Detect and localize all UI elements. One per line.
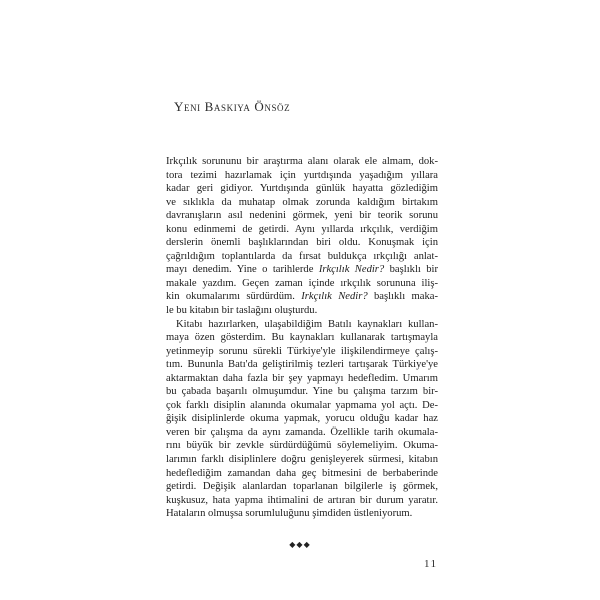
text-line: aktarmaktan daha fazla bir şey yapmayı hedefledim. Umarım: [166, 372, 438, 384]
text-line: le bu kitabın bir taslağını oluşturdu.: [166, 305, 318, 317]
text-line: getirdi. Değişik alanlardan toparlanan bilgilerle iş görmek,: [166, 481, 438, 493]
text-line: çok farklı disiplin alanında okumalar yapmama yol açtı. De-: [166, 399, 438, 411]
section-ornament: ◆◆◆: [289, 540, 311, 549]
text-line: çağrıldığım toplantılarda da fırsat buldukça ırkçılığı anlat-: [166, 250, 438, 262]
text-line: kadar geri gidiyor. Yurtdışında günlük hayatta gözlediğim: [166, 183, 438, 195]
text-line: mayı denedim. Yine o tarihlerde Irkçılık Nedir? başlıklı bir: [166, 264, 438, 276]
text-line: ve sıklıkla da muhatap olmak zorunda kaldığım birtakım: [166, 196, 438, 208]
text-line: maya özen gösterdim. Bu kaynakları kullanarak tartışmayla: [166, 332, 438, 344]
text-line: makale yazdım. Geçen zaman içinde ırkçılık sorununa iliş-: [166, 277, 438, 289]
text-line: bu çabada başarılı olmuşumdur. Yine bu çalışma tarzım bir-: [166, 386, 438, 398]
text-line: tora tezimi hazırlamak için yurtdışında yaşadığım yıllara: [166, 169, 438, 181]
text-line: Irkçılık sorununu bir araştırma alanı olarak ele almam, dok-: [166, 156, 438, 167]
text-line: davranışların asıl nedenini görmek, yeni bir teorik sorunu: [166, 210, 438, 222]
text-line: Kitabı hazırlarken, ulaşabildiğim Batılı kaynakları kullan-: [176, 318, 438, 330]
paragraph: [166, 155, 438, 318]
text-line: veren bir çalışma da aynı zamanda. Özellikle tarih okumala-: [166, 426, 438, 438]
body-text: [166, 155, 438, 521]
text-line: rını büyük bir zevkle sürdürdüğümü söylemeliyim. Okuma-: [166, 440, 438, 452]
text-line: larımın farklı disiplinlere doğru genişleyerek sürmesi, kitabın: [166, 454, 438, 466]
text-line: hedeflediğim zamandan daha geç bitmesini de berbaberinde: [166, 467, 438, 479]
text-line: kin okumalarımı sürdürdüm. Irkçılık Nedir? başlıklı maka-: [166, 291, 438, 303]
text-line: kuşkusuz, hata yapma ihtimalini de artıran bir durum yaratır.: [166, 494, 438, 506]
book-title-italic: Irkçılık Nedir?: [318, 264, 385, 276]
text-line: Hataların olmuşsa sorumluluğunu şimdiden üstleniyorum.: [166, 508, 413, 520]
book-title-italic: Irkçılık Nedir?: [301, 291, 368, 303]
text-line: yetinmeyip sorunu sürekli Türkiye'yle ilişkilendirmeye çalış-: [166, 345, 438, 357]
text-line: tım. Bununla Batı'da geliştirilmiş tezleri tartışarak Türkiye'ye: [166, 359, 438, 371]
page-title: Yeni Baskıya Önsöz: [174, 99, 291, 114]
page-number: 11: [424, 558, 438, 570]
text-line: derslerin önemli başlıklarından biri oldu. Konuşmak için: [166, 237, 438, 249]
text-line: konu edinmemi de getirdi. Aynı yıllarda ırkçılık, verdiğim: [166, 223, 438, 235]
paragraph: [166, 318, 438, 521]
text-line: ğişik disiplinlerde okuma yapmak, yorucu olduğu kadar haz: [166, 413, 438, 425]
